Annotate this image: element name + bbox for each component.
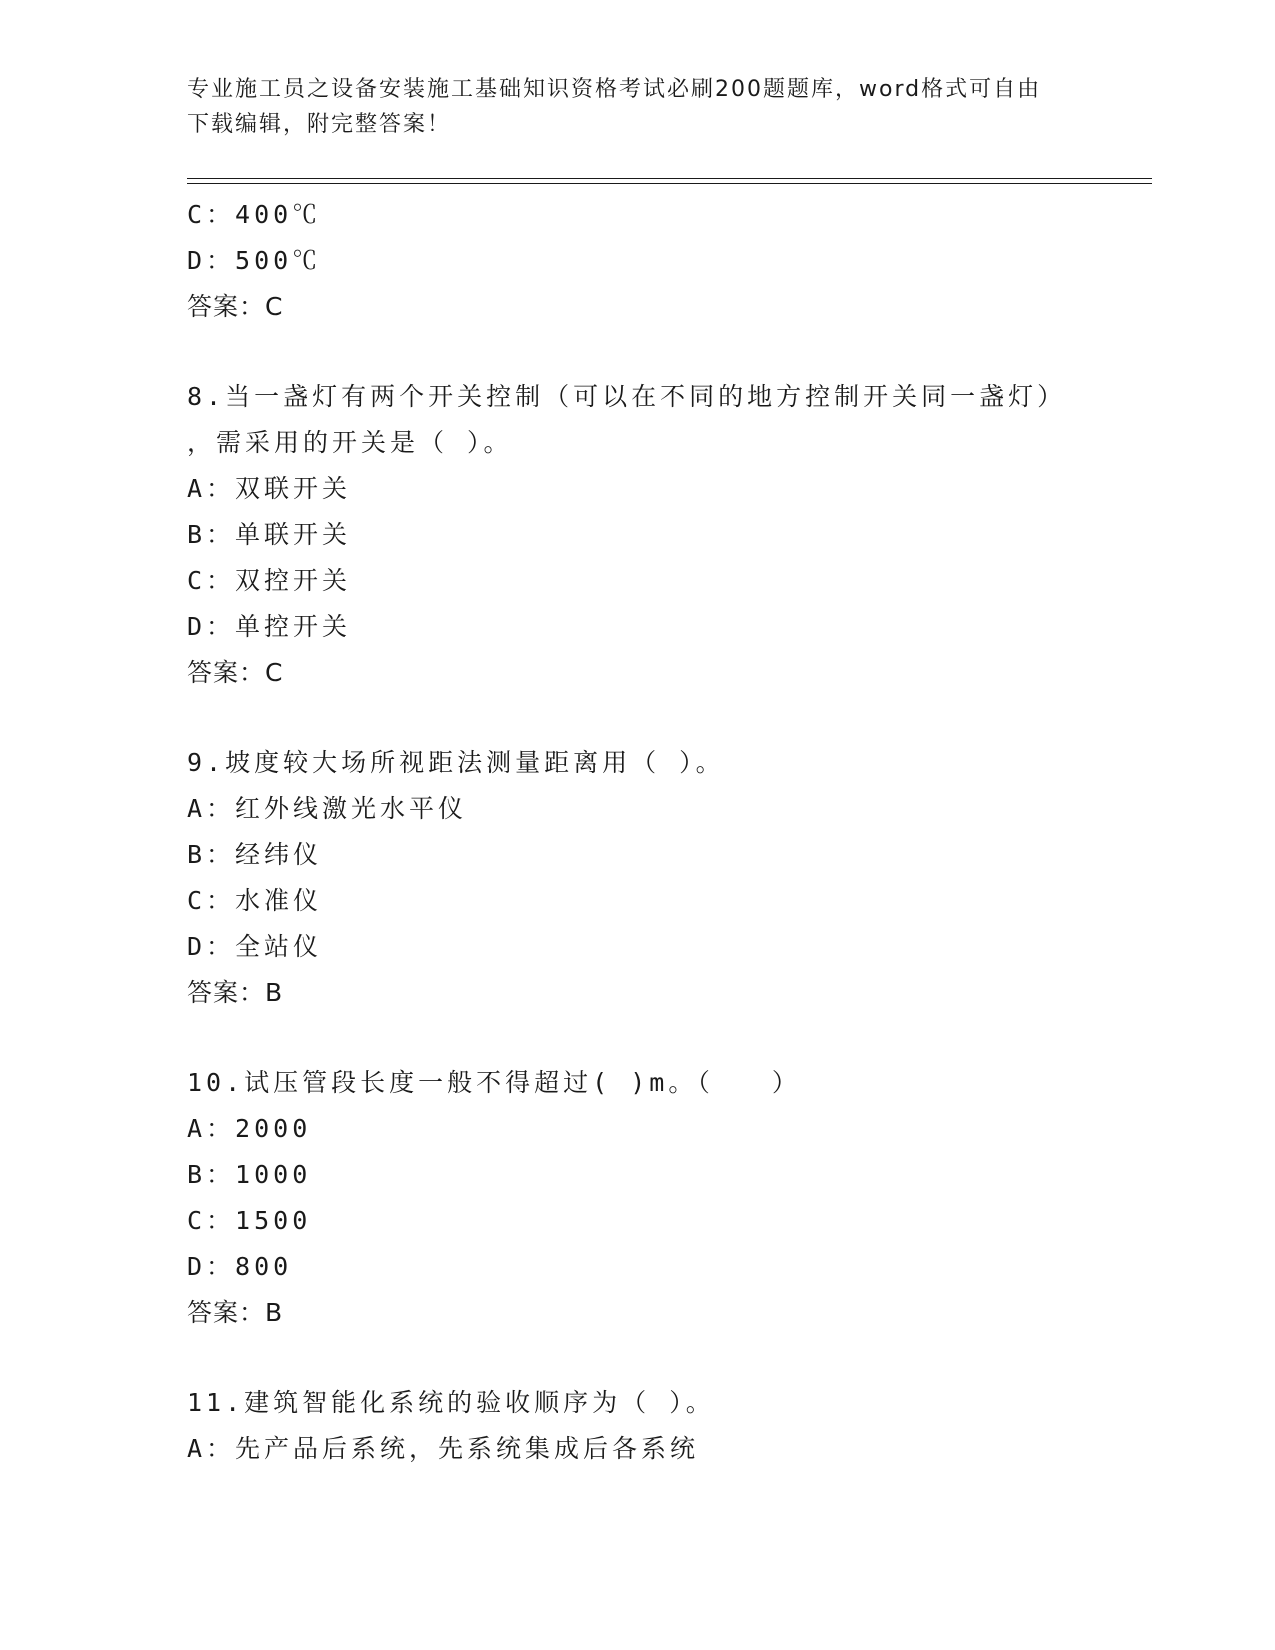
option-c: C：400℃	[187, 200, 322, 229]
option-c: C：双控开关	[187, 566, 352, 595]
question-block-11	[187, 1380, 1152, 1472]
header-line-1: 专业施工员之设备安装施工基础知识资格考试必刷200题题库，word格式可自由	[187, 77, 1042, 102]
answer-line: 答案：C	[187, 658, 284, 687]
option-a: A：先产品后系统，先系统集成后各系统	[187, 1434, 700, 1463]
option-d: D：全站仪	[187, 932, 323, 961]
option-c: C：1500	[187, 1206, 312, 1235]
answer-line: 答案：B	[187, 978, 284, 1007]
answer-line: 答案：C	[187, 292, 284, 321]
option-a: A：双联开关	[187, 474, 352, 503]
document-header	[187, 72, 1087, 142]
option-c: C：水准仪	[187, 886, 323, 915]
option-a: A：2000	[187, 1114, 312, 1143]
question-stem-continued: ，需采用的开关是（ ）。	[187, 428, 513, 457]
question-block-7	[187, 192, 1152, 330]
option-d: D：800	[187, 1252, 293, 1281]
option-b: B：1000	[187, 1160, 312, 1189]
header-rule-bottom	[187, 183, 1152, 184]
question-list	[187, 192, 1152, 1472]
question-block-10	[187, 1060, 1152, 1336]
question-block-8	[187, 374, 1152, 696]
question-stem: 11.建筑智能化系统的验收顺序为（ ）。	[187, 1388, 715, 1417]
answer-line: 答案：B	[187, 1298, 284, 1327]
option-d: D：500℃	[187, 246, 322, 275]
question-stem: 8.当一盏灯有两个开关控制（可以在不同的地方控制开关同一盏灯）	[187, 382, 1067, 411]
option-b: B：单联开关	[187, 520, 352, 549]
question-stem: 10.试压管段长度一般不得超过( )m。（ ）	[187, 1068, 801, 1097]
option-a: A：红外线激光水平仪	[187, 794, 468, 823]
header-rule-top	[187, 178, 1152, 179]
option-b: B：经纬仪	[187, 840, 323, 869]
header-line-2: 下载编辑，附完整答案！	[187, 112, 452, 137]
question-stem: 9.坡度较大场所视距法测量距离用（ ）。	[187, 748, 725, 777]
option-d: D：单控开关	[187, 612, 352, 641]
question-block-9	[187, 740, 1152, 1016]
